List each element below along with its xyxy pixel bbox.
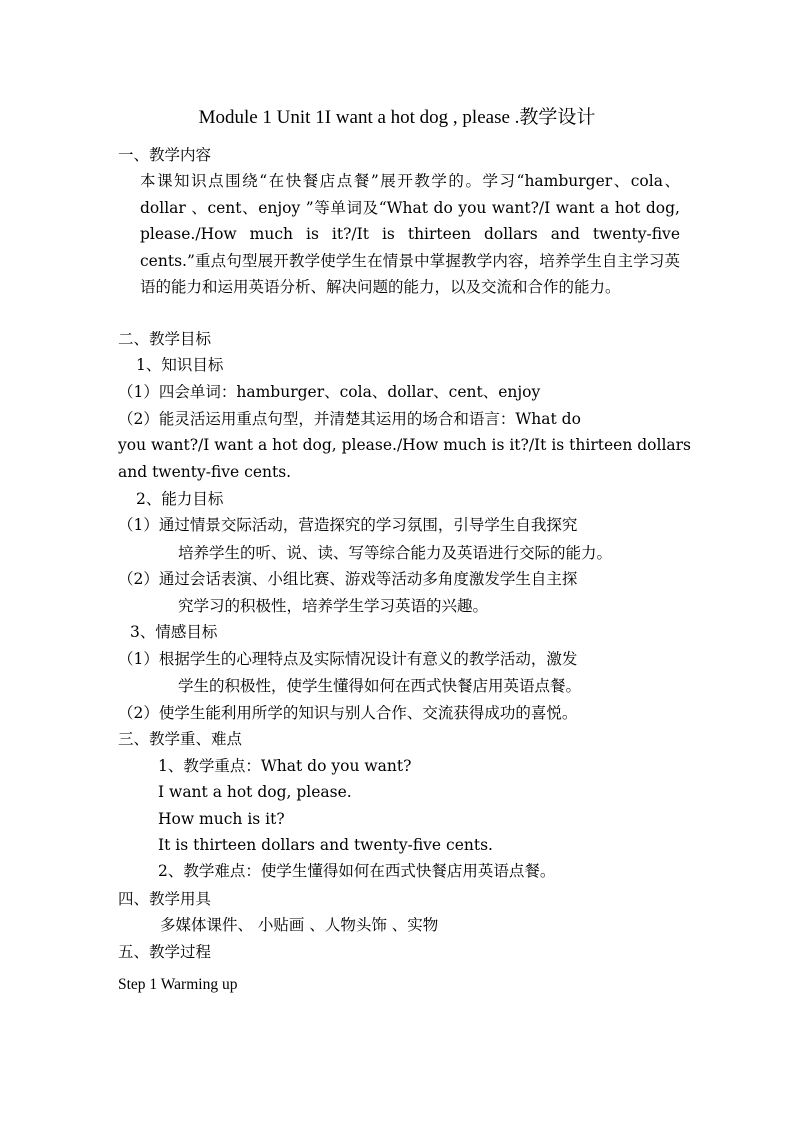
section-4-heading: 四、教学用具 — [118, 890, 212, 908]
knowledge-goal-title: 1、知识目标 — [136, 356, 224, 374]
step-1-title: Step 1 Warming up — [118, 976, 238, 993]
section-1-heading: 一、教学内容 — [118, 146, 212, 164]
knowledge-goal-2-line-1: （2）能灵活运用重点句型，并清楚其运用的场合和语言：What do — [118, 410, 581, 428]
section-3-heading: 三、教学重、难点 — [118, 730, 243, 748]
ability-goal-2-line-1: （2）通过会话表演、小组比赛、游戏等活动多角度激发学生自主探 — [118, 570, 578, 588]
key-sentence-3: How much is it? — [158, 810, 285, 828]
difficulty-point: 2、教学难点：使学生懂得如何在西式快餐店用英语点餐。 — [158, 862, 556, 880]
ability-goal-title: 2、能力目标 — [136, 490, 224, 508]
section-5-heading: 五、教学过程 — [118, 943, 212, 961]
emotion-goal-1-line-1: （1）根据学生的心理特点及实际情况设计有意义的教学活动，激发 — [118, 650, 578, 668]
ability-goal-2-line-2: 究学习的积极性，培养学生学习英语的兴趣。 — [178, 597, 489, 615]
key-sentence-2: I want a hot dog, please. — [158, 783, 352, 801]
document-title: Module 1 Unit 1I want a hot dog , please .教学设计 — [198, 107, 596, 128]
knowledge-goal-2-line-3: and twenty-five cents. — [118, 463, 292, 481]
section-2-heading: 二、教学目标 — [118, 330, 212, 348]
teaching-tools: 多媒体课件、 小贴画 、人物头饰 、实物 — [160, 916, 439, 934]
ability-goal-1-line-2: 培养学生的听、说、读、写等综合能力及英语进行交际的能力。 — [178, 544, 613, 562]
emotion-goal-title: 3、情感目标 — [130, 623, 218, 641]
key-point: 1、教学重点：What do you want? — [158, 757, 412, 775]
knowledge-goal-1: （1）四会单词：hamburger、cola、dollar、cent、enjoy — [118, 383, 541, 401]
ability-goal-1-line-1: （1）通过情景交际活动，营造探究的学习氛围，引导学生自我探究 — [118, 516, 578, 534]
emotion-goal-1-line-2: 学生的积极性，使学生懂得如何在西式快餐店用英语点餐。 — [178, 677, 582, 695]
emotion-goal-2: （2）使学生能利用所学的知识与别人合作、交流获得成功的喜悦。 — [118, 704, 578, 722]
key-sentence-4: It is thirteen dollars and twenty-five cents. — [158, 836, 493, 854]
section-1-content: 本课知识点围绕“在快餐店点餐”展开教学的。学习“hamburger、cola、dollar 、cent、enjoy ”等单词及“What do you want?/I want a hot dog, please./How much is it?/It is thirteen dollars and twenty-five cents.”重点句型展开教学使学生在情景中掌握教学内容，培养学生自主学习英语的能力和运用英语分析、解决问题的能力，以及交流和合作的能力。 — [140, 172, 680, 297]
knowledge-goal-2-line-2: you want?/I want a hot dog, please./How much is it?/It is thirteen dollars — [118, 436, 692, 454]
